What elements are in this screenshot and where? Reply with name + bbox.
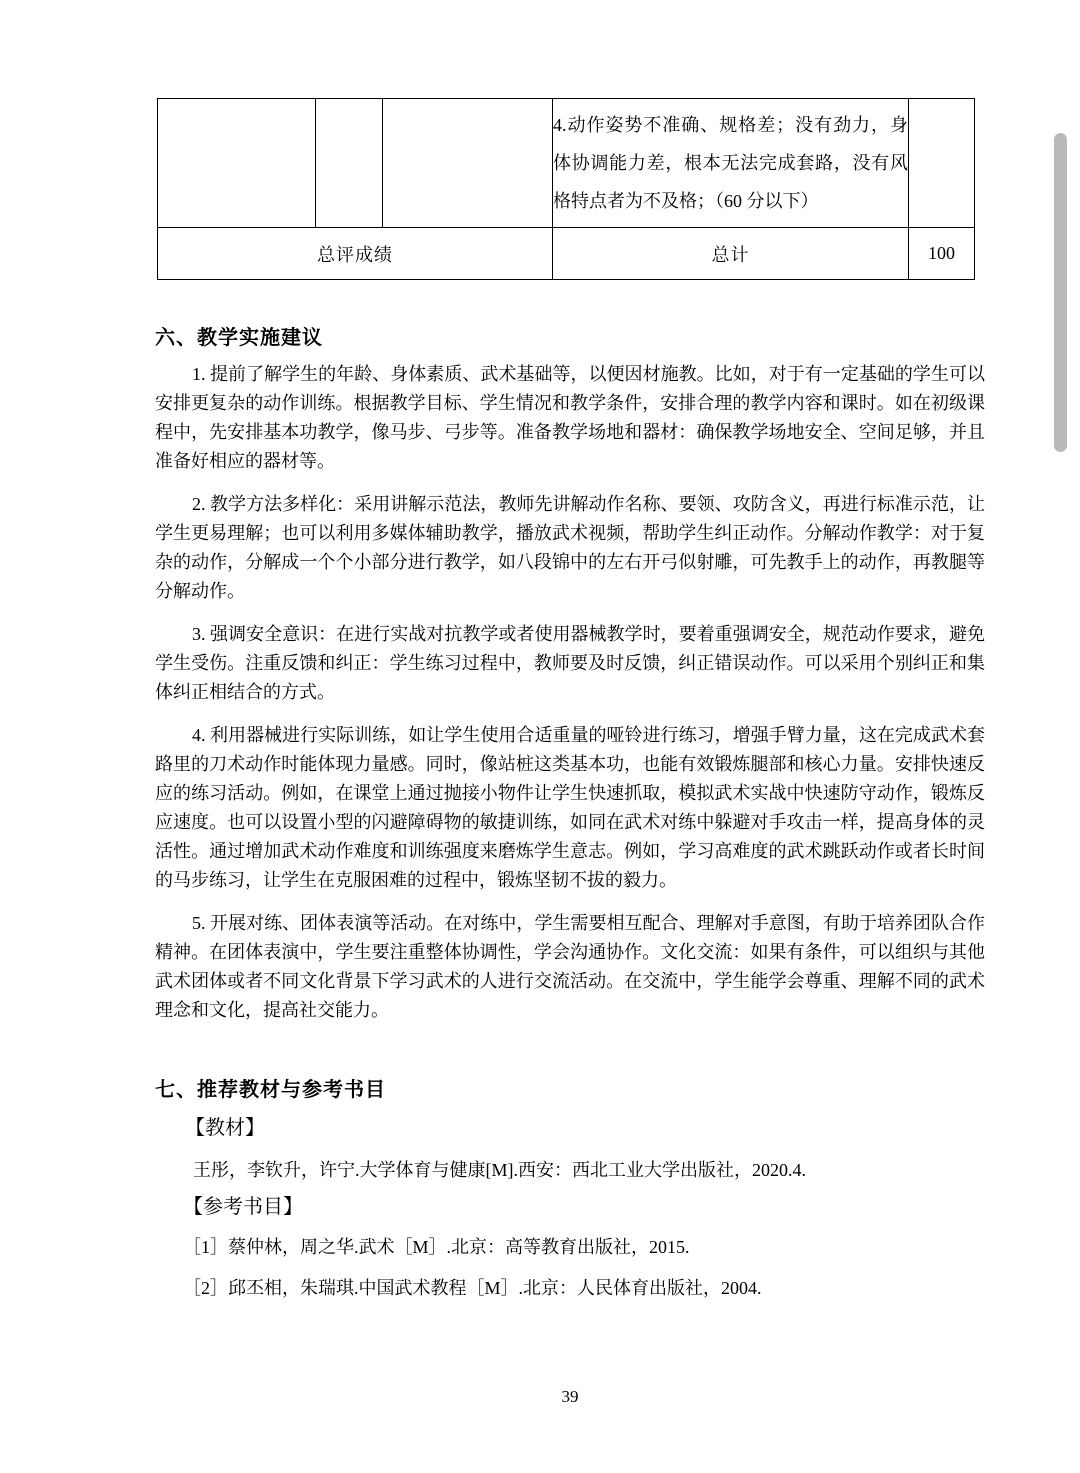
document-content bbox=[155, 98, 985, 1300]
grading-rubric-table bbox=[157, 98, 975, 280]
textbook-label: 【教材】 bbox=[185, 1117, 265, 1139]
paragraph-5: 5. 开展对练、团体表演等活动。在对练中，学生需要相互配合、理解对手意图，有助于培养团队合作精神。在团体表演中，学生要注重整体协调性，学会沟通协作。文化交流：如果有条件，可以组织与其他武术团体或者不同文化背景下学习武术的人进行交流活动。在交流中，学生能学会尊重、理解不同的武术理念和文化，提高社交能力。 bbox=[155, 913, 985, 1020]
paragraph-3: 3. 强调安全意识：在进行实战对抗教学或者使用器械教学时，要着重强调安全，规范动作要求，避免学生受伤。注重反馈和纠正：学生练习过程中，教师要及时反馈，纠正错误动作。可以采用个别纠正和集体纠正相结合的方式。 bbox=[155, 624, 985, 702]
textbook-citation: 王彤，李钦升，许宁.大学体育与健康[M].西安：西北工业大学出版社，2020.4. bbox=[193, 1160, 806, 1180]
reference-citation-2: ［2］邱丕相，朱瑞琪.中国武术教程［M］.北京：人民体育出版社，2004. bbox=[183, 1278, 762, 1298]
rubric-cell-empty-5 bbox=[909, 99, 975, 228]
table-row-total bbox=[158, 228, 975, 280]
paragraph-1: 1. 提前了解学生的年龄、身体素质、武术基础等，以便因材施教。比如，对于有一定基础的学生可以安排更复杂的动作训练。根据教学目标、学生情况和教学条件，安排合理的教学内容和课时。如在初级课程中，先安排基本功教学，像马步、弓步等。准备教学场地和器材：确保教学场地安全、空间足够，并且准备好相应的器材等。 bbox=[155, 364, 985, 471]
rubric-cell-empty-1 bbox=[158, 99, 316, 228]
paragraph-4: 4. 利用器械进行实际训练，如让学生使用合适重量的哑铃进行练习，增强手臂力量，这在完成武术套路里的刀术动作时能体现力量感。同时，像站桩这类基本功，也能有效锻炼腿部和核心力量。安排快速反应的练习活动。例如，在课堂上通过抛接小物件让学生快速抓取，模拟武术实战中快速防守动作，锻炼反应速度。也可以设置小型的闪避障碍物的敏捷训练，如同在武术对练中躲避对手攻击一样，提高身体的灵活性。通过增加武术动作难度和训练强度来磨炼学生意志。例如，学习高难度的武术跳跃动作或者长时间的马步练习，让学生在克服困难的过程中，锻炼坚韧不拔的毅力。 bbox=[155, 725, 985, 890]
rubric-cell-overall-grade-label: 总评成绩 bbox=[158, 228, 553, 280]
rubric-cell-fail-criteria: 4.动作姿势不准确、规格差；没有劲力，身体协调能力差，根本无法完成套路，没有风格特点者为不及格；（60 分以下） bbox=[553, 99, 909, 228]
rubric-cell-total-value: 100 bbox=[909, 228, 975, 280]
section-heading-recommended-textbooks: 七、推荐教材与参考书目 bbox=[155, 1079, 386, 1101]
references-label: 【参考书目】 bbox=[183, 1196, 303, 1218]
rubric-cell-total-label: 总计 bbox=[553, 228, 909, 280]
scrollbar-thumb[interactable] bbox=[1054, 133, 1067, 452]
rubric-cell-empty-2 bbox=[316, 99, 383, 228]
page-number: 39 bbox=[561, 1387, 579, 1406]
rubric-cell-empty-3 bbox=[383, 99, 553, 228]
section-heading-teaching-implementation: 六、教学实施建议 bbox=[155, 327, 323, 349]
paragraph-2: 2. 教学方法多样化：采用讲解示范法，教师先讲解动作名称、要领、攻防含义，再进行标准示范，让学生更易理解；也可以利用多媒体辅助教学，播放武术视频，帮助学生纠正动作。分解动作教学：对于复杂的动作，分解成一个个小部分进行教学，如八段锦中的左右开弓似射雕，可先教手上的动作，再教腿等分解动作。 bbox=[155, 494, 985, 601]
table-row-grade-criteria bbox=[158, 99, 975, 228]
reference-citation-1: ［1］蔡仲林，周之华.武术［M］.北京：高等教育出版社，2015. bbox=[183, 1237, 690, 1257]
